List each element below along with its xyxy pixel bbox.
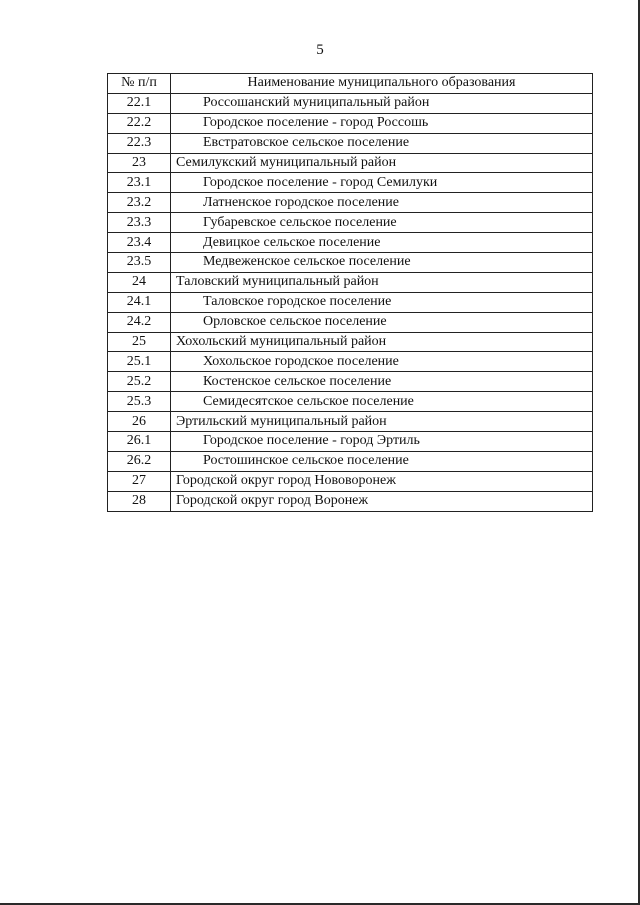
table-row bbox=[108, 292, 593, 312]
column-header-number: № п/п bbox=[108, 74, 171, 94]
row-number-cell: 23.3 bbox=[108, 213, 171, 233]
table-row bbox=[108, 432, 593, 452]
municipality-name-cell: Девицкое сельское поселение bbox=[171, 233, 593, 253]
row-number-cell: 23.2 bbox=[108, 193, 171, 213]
row-number-cell: 22.2 bbox=[108, 113, 171, 133]
row-number-cell: 25.3 bbox=[108, 392, 171, 412]
row-number-cell: 26.1 bbox=[108, 432, 171, 452]
municipality-name-cell: Городской округ город Нововоронеж bbox=[171, 471, 593, 491]
municipality-name-cell: Городской округ город Воронеж bbox=[171, 491, 593, 511]
row-number-cell: 25.1 bbox=[108, 352, 171, 372]
row-number-cell: 25 bbox=[108, 332, 171, 352]
municipality-name-cell: Таловский муниципальный район bbox=[171, 272, 593, 292]
table-row bbox=[108, 451, 593, 471]
row-number-cell: 28 bbox=[108, 491, 171, 511]
table-row bbox=[108, 233, 593, 253]
table-row bbox=[108, 193, 593, 213]
municipality-name-cell: Костенское сельское поселение bbox=[171, 372, 593, 392]
row-number-cell: 24 bbox=[108, 272, 171, 292]
table-row bbox=[108, 133, 593, 153]
table-row bbox=[108, 491, 593, 511]
page-number: 5 bbox=[316, 42, 324, 58]
municipality-name-cell: Таловское городское поселение bbox=[171, 292, 593, 312]
municipality-name-cell: Эртильский муниципальный район bbox=[171, 412, 593, 432]
table-header-row bbox=[108, 74, 593, 94]
table-row bbox=[108, 93, 593, 113]
row-number-cell: 24.2 bbox=[108, 312, 171, 332]
table-body bbox=[108, 93, 593, 511]
table-row bbox=[108, 253, 593, 273]
table-row bbox=[108, 332, 593, 352]
municipalities-table bbox=[107, 73, 593, 512]
table-row bbox=[108, 372, 593, 392]
row-number-cell: 22.3 bbox=[108, 133, 171, 153]
municipality-name-cell: Городское поселение - город Семилуки bbox=[171, 173, 593, 193]
table-row bbox=[108, 113, 593, 133]
row-number-cell: 22.1 bbox=[108, 93, 171, 113]
municipality-name-cell: Городское поселение - город Эртиль bbox=[171, 432, 593, 452]
row-number-cell: 27 bbox=[108, 471, 171, 491]
row-number-cell: 26.2 bbox=[108, 451, 171, 471]
row-number-cell: 26 bbox=[108, 412, 171, 432]
row-number-cell: 23.5 bbox=[108, 253, 171, 273]
table-row bbox=[108, 392, 593, 412]
municipality-name-cell: Городское поселение - город Россошь bbox=[171, 113, 593, 133]
row-number-cell: 25.2 bbox=[108, 372, 171, 392]
municipality-name-cell: Хохольское городское поселение bbox=[171, 352, 593, 372]
row-number-cell: 23.1 bbox=[108, 173, 171, 193]
municipality-name-cell: Россошанский муниципальный район bbox=[171, 93, 593, 113]
municipality-name-cell: Евстратовское сельское поселение bbox=[171, 133, 593, 153]
table-row bbox=[108, 153, 593, 173]
table-row bbox=[108, 173, 593, 193]
row-number-cell: 23.4 bbox=[108, 233, 171, 253]
municipality-name-cell: Семилукский муниципальный район bbox=[171, 153, 593, 173]
row-number-cell: 24.1 bbox=[108, 292, 171, 312]
municipality-name-cell: Ростошинское сельское поселение bbox=[171, 451, 593, 471]
table-row bbox=[108, 272, 593, 292]
table-row bbox=[108, 412, 593, 432]
municipality-name-cell: Латненское городское поселение bbox=[171, 193, 593, 213]
municipality-name-cell: Медвеженское сельское поселение bbox=[171, 253, 593, 273]
column-header-name: Наименование муниципального образования bbox=[171, 74, 593, 94]
municipality-name-cell: Орловское сельское поселение bbox=[171, 312, 593, 332]
municipality-name-cell: Губаревское сельское поселение bbox=[171, 213, 593, 233]
table-row bbox=[108, 312, 593, 332]
municipality-name-cell: Хохольский муниципальный район bbox=[171, 332, 593, 352]
table-row bbox=[108, 471, 593, 491]
row-number-cell: 23 bbox=[108, 153, 171, 173]
table-row bbox=[108, 352, 593, 372]
table-row bbox=[108, 213, 593, 233]
municipality-name-cell: Семидесятское сельское поселение bbox=[171, 392, 593, 412]
